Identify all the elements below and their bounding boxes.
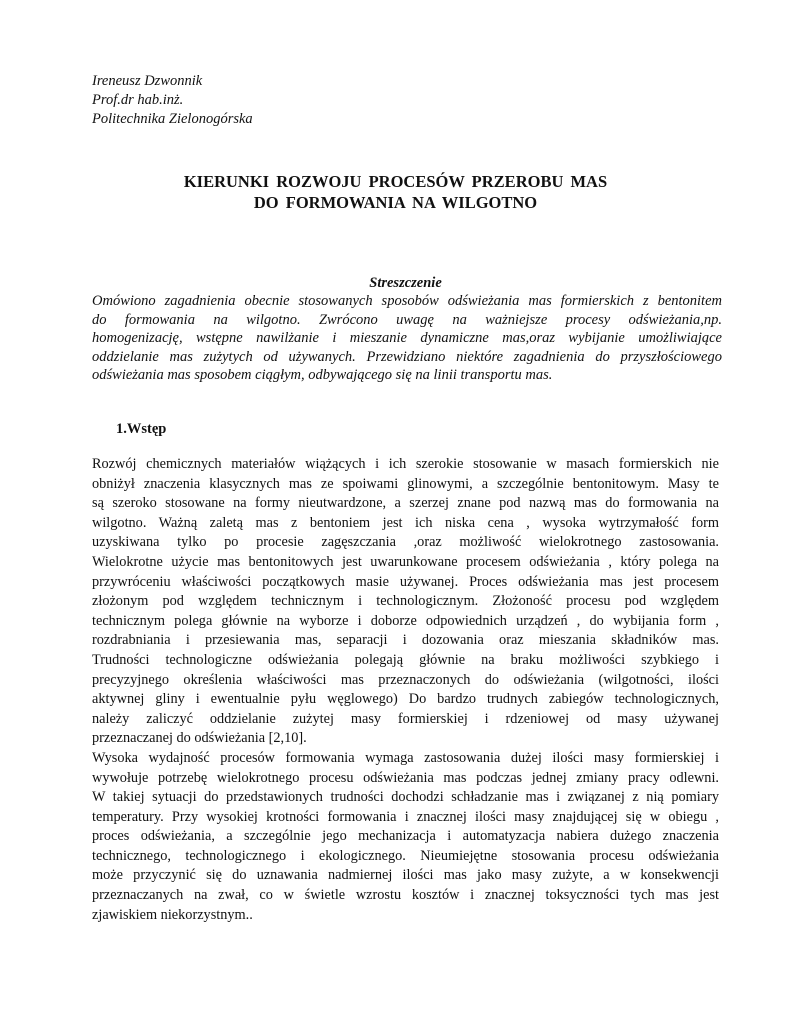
body-text xyxy=(92,455,719,925)
abstract-line: Omówiono zagadnienia obecnie stosowanych sposobów odświeżania mas formierskich z bentonitem xyxy=(92,293,722,309)
text-line: temperatury. Przy wysokiej krotności formowania i znacznej ilości masy znajdującej się w obiegu , xyxy=(92,808,719,825)
text-line: może przyczynić się do uznawania nadmiernej ilości mas jako masy zużyte, a w konsekwencji xyxy=(92,867,719,884)
abstract-heading: Streszczenie xyxy=(369,275,442,291)
text-line: Rozwój chemicznych materiałów wiążących i ich szerokie stosowanie w masach formierskich nie xyxy=(92,456,719,472)
text-line: W takiej sytuacji do przedstawionych trudności dochodzi schładzanie mas i związanej z nią pomiary xyxy=(92,789,719,806)
text-line: Wysoka wydajność procesów formowania wymaga zastosowania dużej ilości masy formierskiej i xyxy=(92,749,719,766)
text-line: należy zaliczyć oddzielanie zużytej masy formierskiej i rdzeniowej od masy używanej xyxy=(92,710,719,727)
abstract-line: odświeżania mas sposobem ciągłym, odbywającego się na linii transportu mas. xyxy=(92,367,553,383)
text-line: rozdrabniania i przesiewania mas, separacji i dozowania oraz mieszania składników mas. xyxy=(92,632,719,649)
abstract-line: homogenizację, wstępne nawilżanie i mieszanie dynamiczne mas,oraz wybijanie umożliwiające xyxy=(92,330,722,346)
text-line: wywołuje potrzebę wielokrotnego procesu odświeżania mas podczas jednej zmiany pracy odlewni. xyxy=(92,769,719,786)
abstract-line: oddzielanie mas zużytych od używanych. Przewidziano niektóre zagadnienia do przyszłościowego xyxy=(92,348,722,365)
text-line: złożonym pod względem technicznym i technologicznym. Złożoność procesu pod względem xyxy=(92,593,719,610)
section-heading-intro: 1.Wstęp xyxy=(116,421,167,437)
text-line: precyzyjnego określenia właściwości mas przeznaczonych do odświeżania (wilgotności, ilości xyxy=(92,671,719,688)
author-block xyxy=(92,72,253,129)
abstract-line: do formowania na wilgotno. Zwrócono uwagę na ważniejsze procesy odświeżania,np. xyxy=(92,311,722,328)
text-line: przywróceniu właściwości początkowych masie używanej. Proces odświeżania mas jest procesem xyxy=(92,573,719,590)
text-line: są szeroko stosowane na formy nieutwardzone, a szerzej znane pod nazwą mas do formowania na xyxy=(92,495,719,512)
text-line: uzyskiwana tylko po procesie zagęszczania ,oraz możliwość wielokrotnego zastosowania. xyxy=(92,534,719,551)
author-affiliation: Politechnika Zielonogórska xyxy=(92,111,253,127)
title-line-1: KIERUNKI ROZWOJU PROCESÓW PRZEROBU MAS xyxy=(183,172,608,191)
text-line: przeznaczanych na zwał, co w świetle wzrostu kosztów i znacznej toksyczności tych mas jest xyxy=(92,887,719,904)
paragraph-1 xyxy=(92,455,719,749)
text-line: wilgotno. Ważną zaletą mas z bentoniem jest ich niska cena , wysoka wytrzymałość form xyxy=(92,514,719,531)
text-line: zjawiskiem niekorzystnym.. xyxy=(92,906,253,923)
text-line: technicznego, technologicznego i ekologicznego. Nieumiejętne stosowania procesu odświeżania xyxy=(92,847,719,864)
text-line: obniżył znaczenia klasycznych mas ze spoiwami glinowymi, a szczególnie bentonitowym. Masy te xyxy=(92,475,719,492)
author-degree: Prof.dr hab.inż. xyxy=(92,92,184,108)
author-name: Ireneusz Dzwonnik xyxy=(92,73,203,89)
abstract-text xyxy=(92,292,722,385)
text-line: Trudności technologiczne odświeżania polegają głównie na braku możliwości szybkiego i xyxy=(92,651,719,668)
paper-title xyxy=(0,171,791,213)
paragraph-2 xyxy=(92,749,719,925)
text-line: proces odświeżania, a szczególnie jego mechanizacja i automatyzacja nabiera dużego znaczenia xyxy=(92,828,719,845)
title-line-2: DO FORMOWANIA NA WILGOTNO xyxy=(253,193,538,212)
text-line: technicznym polega głównie na wyborze i doborze odpowiednich urządzeń , do wybijania form , xyxy=(92,612,719,629)
text-line: przeznaczanej do odświeżania [2,10]. xyxy=(92,730,307,747)
text-line: aktywnej gliny i ewentualnie pyłu węglowego) Do bardzo trudnych zabiegów technologicznych, xyxy=(92,691,719,708)
text-line: Wielokrotne użycie mas bentonitowych jest uwarunkowane procesem odświeżania , który polega na xyxy=(92,553,719,570)
